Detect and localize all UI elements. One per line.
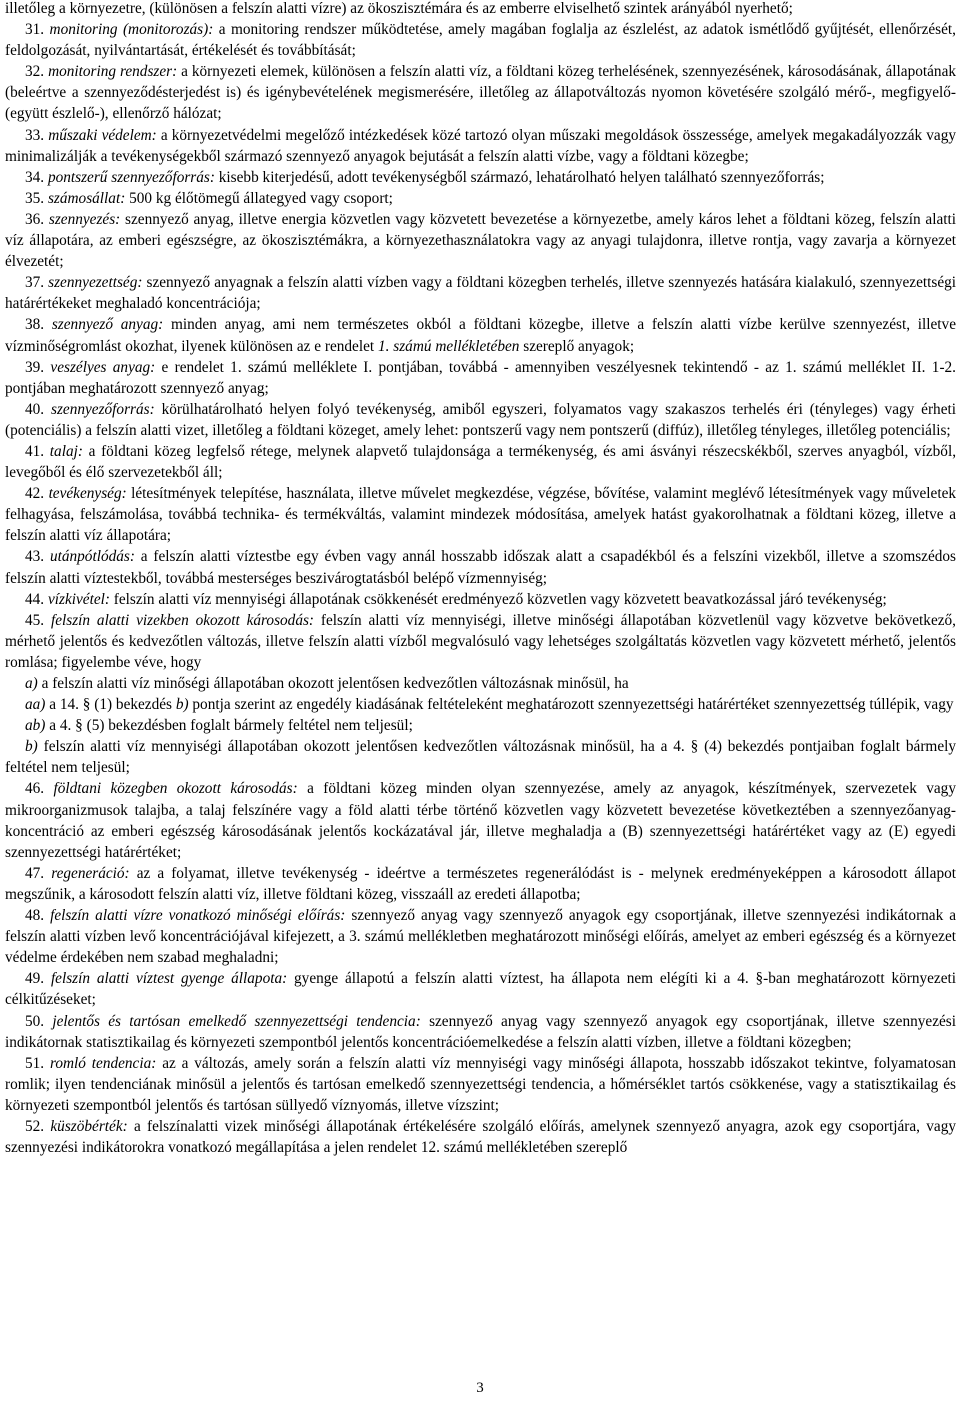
definition-paragraph	[5, 441, 956, 483]
definition-term: felszín alatti vízre vonatkozó minőségi előírás:	[50, 907, 346, 925]
definition-term: aa)	[25, 696, 46, 714]
definition-term-inline: 1. számú mellékletében	[377, 337, 520, 355]
definition-paragraph	[5, 272, 956, 314]
definition-term: felszín alatti vizekben okozott károsodás:	[50, 611, 315, 629]
definition-text: a felszín alatti víz minőségi állapotában okozott jelentősen kedvezőtlen változásnak minősül, ha	[41, 675, 629, 692]
definition-paragraph	[5, 1116, 956, 1158]
definition-number: 32.	[25, 63, 45, 81]
definition-paragraph	[5, 589, 956, 610]
definition-text: e rendelet 1. számú melléklete I. pontjában, továbbá - amennyiben veszélyesnek tekintendő - az 1. számú melléklet II. 1-2. pontjában meghatározott szennyező anyag;	[5, 358, 957, 397]
definition-paragraph	[5, 167, 956, 188]
definition-text: felszín alatti víz mennyiségi állapotában okozott jelentősen kedvezőtlen változásnak minősül, ha a 4. § (4) bekezdés pontjaiban foglalt bármely feltétel nem teljesül;	[5, 738, 957, 777]
definition-paragraph	[5, 610, 956, 673]
definition-paragraph	[5, 736, 956, 778]
definition-text: a környezeti elemek, különösen a felszín alatti víz, a földtani közeg terhelésének, szennyezésének, károsodásának, állapotának (beleértve a szennyeződésterjedést is) és igénybevételének megismerésére, illetőleg az állapotváltozás nyomon követésére szolgáló mérő-, megfigyelő- (együtt észlelő-), ellenőrző hálózat;	[5, 63, 957, 123]
definition-number: 34.	[25, 168, 45, 186]
definition-number: 51.	[25, 1054, 45, 1072]
definition-number: 40.	[25, 400, 45, 418]
definition-paragraph	[5, 546, 956, 588]
definition-text: minden anyag, ami nem természetes okból a földtani közegbe, illetve a felszín alatti vízbe kerülve szennyezést, illetve vízminőségromlást okozhat, ilyenek különösen az e rendelet	[5, 316, 956, 355]
definition-paragraph	[5, 1053, 956, 1116]
definition-number: 47.	[25, 864, 45, 882]
definition-term: földtani közegben okozott károsodás:	[53, 780, 298, 798]
definition-number: 49.	[25, 970, 45, 988]
definition-text: a monitoring rendszer működtetése, amely magában foglalja az észlelést, az adatok ismétlődő gyűjtését, ellenőrzését, feldolgozását, nyilvántartását, értékelését és továbbítását;	[5, 21, 956, 60]
definition-number: 50.	[25, 1012, 45, 1030]
definition-term: műszaki védelem:	[48, 126, 157, 144]
definition-paragraph	[5, 188, 956, 209]
definition-term: monitoring rendszer:	[48, 63, 178, 81]
definition-term: szennyező anyag:	[51, 316, 164, 334]
definition-term: regeneráció:	[51, 864, 130, 882]
definition-term: pontszerű szennyezőforrás:	[47, 168, 215, 186]
definition-term: tevékenység:	[48, 485, 127, 503]
definition-term: vízkivétel:	[47, 590, 110, 608]
definition-number: 45.	[25, 611, 45, 629]
definition-text: a földtani közeg legfelső rétege, melynek alapvető tulajdonsága a termékenység, és ami ásványi részecskékből, szerves anyagból, vízből, levegőből és élő szervezetekből áll;	[5, 442, 957, 482]
definition-paragraph	[5, 694, 956, 715]
definition-term: veszélyes anyag:	[50, 358, 156, 376]
definition-paragraph	[5, 483, 956, 546]
definition-text: felszín alatti víz mennyiségi, illetve minőségi állapotában közvetlenül vagy közvetve bekövetkező, mérhető jelentős és kedvezőtlen változás, illetve felszín alatti vízből megvalósuló vagy lehetséges szolgáltatás közvetlen vagy közvetett mérhető, jelentős romlása; figyelembe véve, hogy	[5, 611, 957, 671]
definition-paragraph	[5, 905, 956, 968]
definition-number: 35.	[25, 189, 45, 207]
definition-text: kisebb kiterjedésű, adott tevékenységből származó, lehatárolható helyen található szennyezőforrás;	[218, 168, 825, 186]
definition-number: 41.	[25, 442, 45, 460]
definition-number: 38.	[25, 316, 45, 334]
definition-number: 52.	[25, 1117, 45, 1135]
definition-term: ab)	[25, 717, 46, 735]
definition-text: illetőleg a környezetre, (különösen a felszín alatti vízre) az ökoszisztémára és az emberre elviselhető szintek arányából nyerhető;	[5, 0, 793, 17]
definition-term-inline: b)	[175, 696, 189, 714]
definition-paragraph	[5, 0, 956, 19]
definition-number: 48.	[25, 907, 45, 925]
definition-text: létesítmények telepítése, használata, illetve művelet megkezdése, végzése, bővítése, valamint meglévő létesítmények vagy műveletek felhagyása, felszámolása, továbbá technika- és termékváltás, valamint mindezek módosítása, amelyek hatást gyakorolhatnak a földtani közeg, illetve a felszín alatti víz állapotára;	[5, 485, 957, 545]
definition-term: utánpótlódás:	[49, 548, 135, 566]
definition-text: 500 kg élőtömegű állategyed vagy csoport;	[129, 189, 393, 207]
definition-paragraph	[5, 61, 956, 124]
definition-paragraph	[5, 1011, 956, 1053]
definition-text: gyenge állapotú a felszín alatti víztest, ha állapota nem elégíti ki a 4. §-ban meghatározott környezeti célkitűzéseket;	[5, 970, 956, 1009]
definition-text: a földtani közeg minden olyan szennyezése, amely az anyagok, készítmények, szervezetek vagy mikroorganizmusok talajba, a talaj felszínére vagy a föld alatti térbe történő közvetlen vagy közvetett bevezetése következtében a szennyezőanyag-koncentráció az emberi egészség károsodásának jelentős kockázatával jár, illetve meghaladja a (B) szennyezettségi határértéket vagy az (E) egyedi szennyezettségi határértéket;	[5, 780, 956, 861]
definition-text: a környezetvédelmi megelőző intézkedések közé tartozó olyan műszaki megoldások összessége, amelyek megakadályozzák vagy minimalizálják a tevékenységekből származó szennyező anyagok bejutását a felszín alatti vízbe, vagy a földtani közegbe;	[5, 126, 956, 165]
definition-paragraph	[5, 778, 956, 862]
definition-number: 37.	[25, 274, 45, 292]
definition-text: a felszínalatti vizek minőségi állapotának értékelésére szolgáló előírás, amelynek szennyező anyagra, azok egy csoportjára, vagy szennyezési indikátorokra vonatkozó megállapítása a jelen rendelet 12. számú mellékletében szereplő	[5, 1117, 956, 1157]
definition-text: az a folyamat, illetve tevékenység - ideértve a természetes regenerálódást is - melynek eredményeképpen a károsodott állapot megszűnik, a károsodott felszín alatti víz, illetve földtani közeg, visszaáll az eredeti állapotba;	[5, 864, 957, 903]
definition-text: a 14. § (1) bekezdés	[49, 696, 172, 714]
definition-term: felszín alatti víztest gyenge állapota:	[50, 970, 288, 988]
definition-text: szennyező anyag, illetve energia közvetlen vagy közvetett bevezetése a környezetbe, amely káros lehet a földtani közeg, felszín alatti víz állapotára, az emberi egészségre, az ökoszisztémákra, a környezethasználatokra vagy az anyagi tulajdonra, illetve rontja, vagy zavarja a környezet élvezetét;	[5, 210, 957, 271]
definition-text: az a változás, amely során a felszín alatti víz mennyiségi vagy minőségi állapota, hosszabb időszakot tekintve, folyamatosan romlik; ilyen tendenciának minősül a jelentős és tartósan emelkedő szennyezettségi tendencia, a hőmérséklet tartós csökkenése, vagy a statisztikailag és környezeti szempontból jelentős és tartósan süllyedő víznyomás, illetve vízszint;	[5, 1054, 957, 1114]
definition-text: felszín alatti víz mennyiségi állapotának csökkenését eredményező közvetlen vagy közvetett beavatkozással járó tevékenység;	[113, 590, 887, 608]
definition-text: a 4. § (5) bekezdésben foglalt bármely feltétel nem teljesül;	[49, 717, 413, 735]
definition-number: 39.	[25, 358, 45, 376]
definition-paragraph	[5, 209, 956, 272]
definition-number: 31.	[25, 21, 45, 39]
definition-text: körülhatárolható helyen folyó tevékenység, amiből egyszeri, folyamatos vagy szakaszos terhelés éri (tényleges) vagy érheti (potenciális) a felszín alatti vizet, illetőleg a földtani közeget, amely lehet: pontszerű vagy nem pontszerű (diffúz), illetőleg tényleges, illetőleg potenciális;	[5, 400, 956, 439]
definition-term: jelentős és tartósan emelkedő szennyezettségi tendencia:	[52, 1012, 421, 1030]
definition-paragraph	[5, 314, 956, 356]
definition-number: 33.	[25, 126, 45, 144]
definition-term: számosállat:	[47, 189, 126, 207]
definition-paragraph	[5, 399, 956, 441]
definition-paragraph	[5, 357, 956, 399]
definition-paragraph	[5, 125, 956, 167]
definition-text-continued: pontja szerint az engedély kiadásának feltételeként meghatározott szennyezettségi határértéket szennyezettség túllépik, vagy	[192, 696, 954, 714]
definition-text-continued: szereplő anyagok;	[523, 337, 635, 355]
definition-term: szennyezettség:	[48, 274, 143, 292]
page-number: 3	[476, 1380, 484, 1396]
definition-text: a felszín alatti víztestbe egy évben vagy annál hosszabb időszak alatt a csapadékból és a felszíni vizekből, illetve a szomszédos felszín alatti víztestekből, továbbá mesterséges beszivárogtatásból belépő vízmennyiség;	[5, 548, 957, 587]
document-body	[5, 0, 956, 1158]
definition-text: szennyező anyagnak a felszín alatti vízben vagy a földtani közegben terhelés, illetve szennyezés hatására kialakuló, szennyezettségi határértékeket meghaladó koncentrációja;	[5, 274, 957, 313]
definition-term: monitoring (monitorozás):	[49, 21, 214, 39]
definition-text: szennyező anyag vagy szennyező anyagok egy csoportjának, illetve szennyezési indikátornak statisztikailag és környezeti szempontból jelentős koncentrációemelkedése a felszín alatti vízben, illetve a földtani közegben;	[5, 1012, 956, 1051]
definition-paragraph	[5, 968, 956, 1010]
definition-paragraph	[5, 673, 956, 694]
definition-term: szennyezőforrás:	[51, 400, 155, 418]
definition-number: 42.	[25, 485, 45, 503]
definition-number: 43.	[25, 548, 45, 566]
definition-number: 46.	[25, 780, 45, 798]
definition-term: romló tendencia:	[49, 1054, 157, 1072]
definition-number: 36.	[25, 210, 45, 228]
definition-term: b)	[25, 738, 38, 756]
definition-number: 44.	[25, 590, 45, 608]
definition-paragraph	[5, 715, 956, 736]
definition-paragraph	[5, 863, 956, 905]
definition-term: küszöbérték:	[50, 1117, 128, 1135]
definition-term: a)	[25, 675, 38, 692]
definition-paragraph	[5, 19, 956, 61]
definition-text: szennyező anyag vagy szennyező anyagok egy csoportjának, illetve szennyezési indikátornak a felszín alatti vízben levő koncentrációjával kifejezett, a 3. számú mellékletben meghatározott minőségi előírás, amelyet az emberi egészség és a környezet védelme érdekében nem szabad meghaladni;	[5, 907, 957, 967]
definition-term: szennyezés:	[48, 210, 121, 228]
definition-term: talaj:	[49, 442, 83, 460]
